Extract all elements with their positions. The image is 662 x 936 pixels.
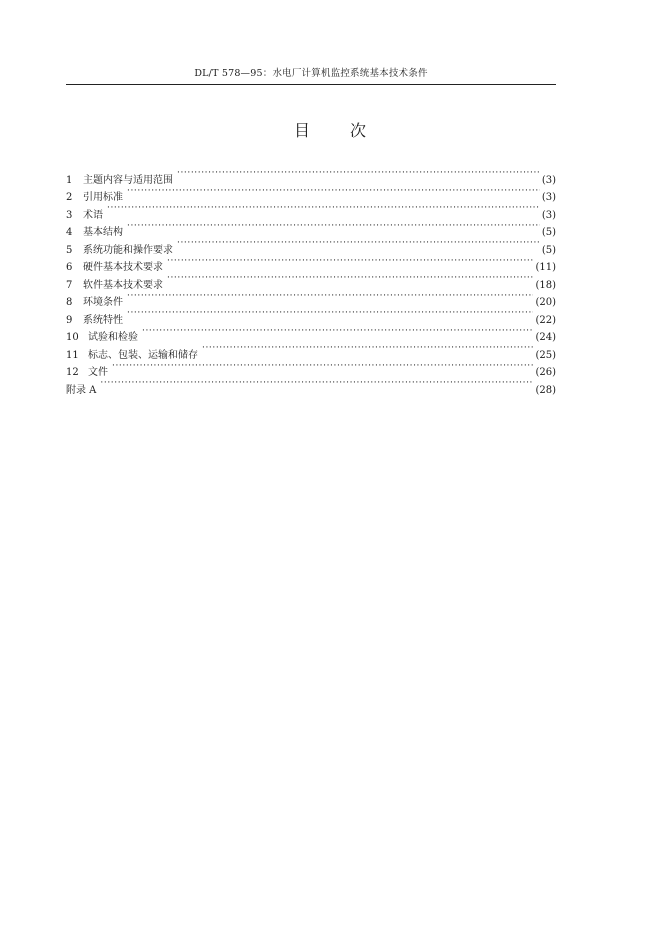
toc-entry-number: 9 [66, 314, 73, 326]
toc-entry-number: 4 [66, 227, 73, 238]
toc-entry-number: 8 [66, 297, 73, 308]
toc-entry-title: 附录 A [66, 384, 97, 396]
toc-dot-leader [177, 165, 540, 183]
toc-title [0, 120, 662, 142]
toc-entry-title: 硬件基本技术要求 [83, 262, 163, 273]
toc-entry[interactable] [66, 218, 556, 236]
toc-entry-title: 试验和检验 [88, 332, 138, 343]
toc-dot-leader [100, 375, 533, 393]
toc-entry-page: (11) [535, 262, 556, 273]
toc-entry-title: 标志、包装、运输和储存 [88, 349, 198, 361]
header-rule [66, 84, 556, 85]
toc-entry-page: (24) [535, 332, 556, 343]
toc-dot-leader [167, 253, 533, 271]
toc-entry-page: (5) [541, 227, 556, 238]
toc-dot-leader [127, 218, 540, 236]
toc-entry-page: (26) [535, 367, 556, 378]
toc-entry-title: 软件基本技术要求 [83, 279, 163, 291]
toc-dot-leader [127, 183, 540, 201]
toc-entry-number: 3 [66, 209, 73, 221]
toc-entry-page: (20) [535, 297, 556, 308]
toc-dot-leader [177, 235, 540, 253]
toc-list [66, 165, 556, 396]
toc-entry-page: (3) [541, 192, 556, 203]
toc-entry-page: (25) [535, 349, 556, 361]
toc-entry[interactable] [66, 183, 556, 201]
toc-entry-title: 系统功能和操作要求 [83, 244, 173, 256]
toc-entry-page: (5) [541, 244, 556, 256]
toc-entry-title: 环境条件 [83, 297, 123, 308]
toc-entry[interactable] [66, 358, 556, 376]
toc-entry[interactable] [66, 200, 556, 221]
toc-entry-number: 2 [66, 192, 73, 203]
toc-entry[interactable] [66, 323, 556, 341]
toc-entry-title: 主题内容与适用范围 [83, 174, 173, 186]
toc-entry-number: 1 [66, 174, 73, 186]
toc-entry-page: (22) [535, 314, 556, 326]
toc-dot-leader [127, 288, 533, 306]
toc-dot-leader [127, 305, 533, 323]
toc-entry[interactable] [66, 165, 556, 186]
toc-entry-appendix[interactable] [66, 375, 556, 396]
toc-entry-number: 7 [66, 279, 73, 291]
toc-entry[interactable] [66, 235, 556, 256]
toc-entry-page: (3) [541, 174, 556, 186]
toc-dot-leader [107, 200, 540, 218]
toc-entry-number: 6 [66, 262, 73, 273]
toc-title-part2: 次 [350, 121, 369, 140]
toc-entry[interactable] [66, 305, 556, 326]
toc-dot-leader [202, 340, 533, 358]
toc-dot-leader [142, 323, 533, 341]
running-header: DL/T 578—95：水电厂计算机监控系统基本技术条件 [194, 68, 428, 79]
toc-entry-number: 10 [66, 332, 79, 343]
toc-entry-title: 文件 [88, 367, 108, 378]
toc-title-part1: 目 [293, 121, 312, 140]
toc-entry-number: 12 [66, 367, 79, 378]
toc-entry-title: 系统特性 [83, 314, 123, 326]
toc-entry-page: (28) [535, 384, 556, 396]
toc-entry-title: 基本结构 [83, 227, 123, 238]
toc-dot-leader [167, 270, 533, 288]
toc-entry-page: (18) [535, 279, 556, 291]
toc-entry-page: (3) [541, 209, 556, 221]
toc-entry[interactable] [66, 288, 556, 306]
toc-entry-title: 术语 [83, 209, 103, 221]
toc-entry-title: 引用标准 [83, 192, 123, 203]
toc-dot-leader [112, 358, 533, 376]
toc-entry-number: 5 [66, 244, 73, 256]
toc-entry-number: 11 [66, 349, 79, 361]
